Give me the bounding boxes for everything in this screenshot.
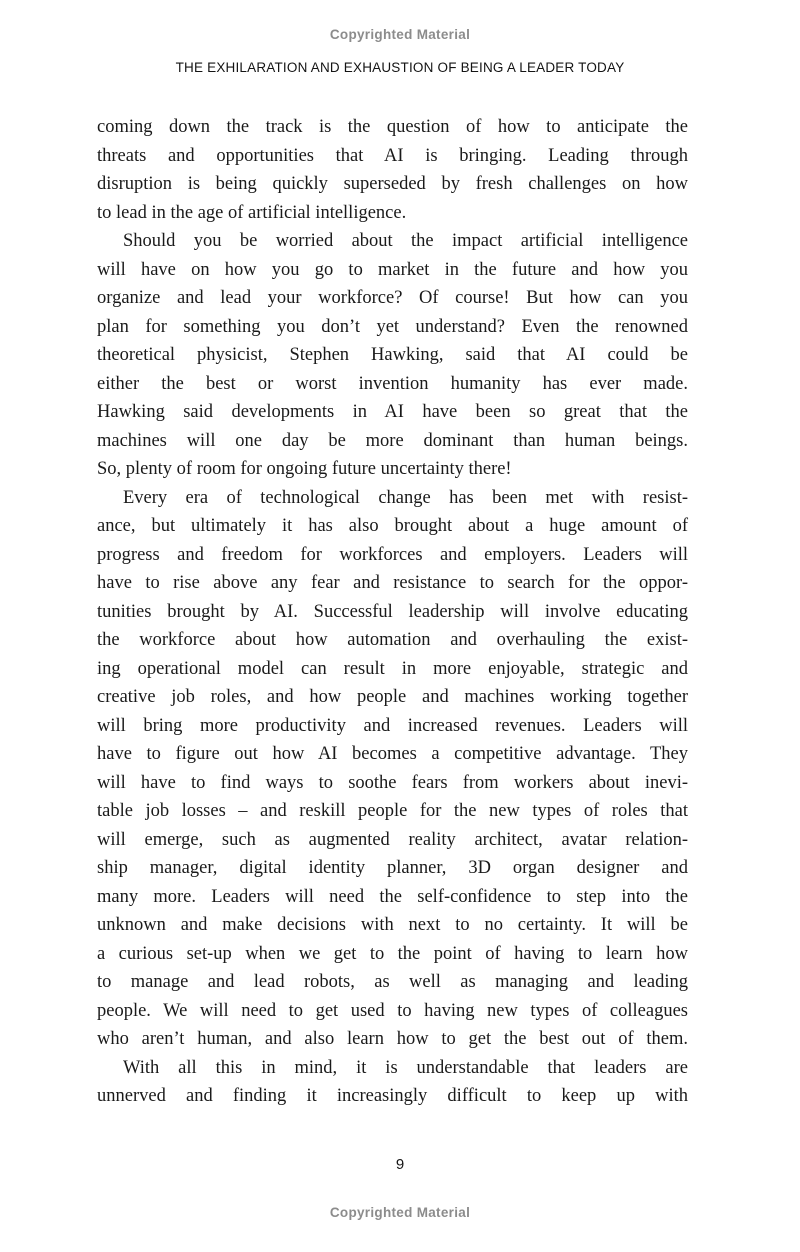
text-line: machines will one day be more dominant than human beings. xyxy=(97,430,688,451)
text-line: will have to find ways to soothe fears from workers about inevi- xyxy=(97,772,688,793)
text-line: ing operational model can result in more enjoyable, strategic and xyxy=(97,658,688,679)
text-line: to lead in the age of artificial intelligence. xyxy=(97,202,407,223)
paragraph xyxy=(97,1054,688,1111)
text-line: will emerge, such as augmented reality architect, avatar relation- xyxy=(97,829,688,850)
copyright-notice-bottom: Copyrighted Material xyxy=(329,1205,471,1220)
text-line: Should you be worried about the impact artificial intelligence xyxy=(123,231,688,251)
running-header: THE EXHILARATION AND EXHAUSTION OF BEING A LEADER TODAY xyxy=(175,60,625,75)
text-line: unknown and make decisions with next to no certainty. It will be xyxy=(97,915,688,935)
text-line: disruption is being quickly superseded by fresh challenges on how xyxy=(97,174,688,194)
paragraph xyxy=(97,113,688,227)
copyright-notice-top: Copyrighted Material xyxy=(329,27,471,42)
text-line: will have on how you go to market in the future and how you xyxy=(97,259,688,280)
page-number: 9 xyxy=(395,1156,405,1173)
text-line: progress and freedom for workforces and employers. Leaders will xyxy=(97,544,688,565)
text-line: will bring more productivity and increased revenues. Leaders will xyxy=(97,715,688,736)
paragraph xyxy=(97,227,688,484)
text-line: a curious set-up when we get to the point of having to learn how xyxy=(97,943,688,964)
text-line: creative job roles, and how people and machines working together xyxy=(97,687,688,707)
text-line: to manage and lead robots, as well as managing and leading xyxy=(97,972,688,992)
text-line: either the best or worst invention humanity has ever made. xyxy=(97,373,688,394)
text-line: coming down the track is the question of how to anticipate the xyxy=(97,117,688,137)
paragraph xyxy=(97,484,688,1054)
text-line: tunities brought by AI. Successful leadership will involve educating xyxy=(97,601,688,622)
text-line: many more. Leaders will need the self-confidence to step into the xyxy=(97,886,688,907)
text-line: the workforce about how automation and overhauling the exist- xyxy=(97,630,688,650)
text-line: table job losses – and reskill people for the new types of roles that xyxy=(97,801,688,821)
text-line: theoretical physicist, Stephen Hawking, said that AI could be xyxy=(97,345,688,365)
text-line: ance, but ultimately it has also brought about a huge amount of xyxy=(97,516,688,536)
text-line: organize and lead your workforce? Of course! But how can you xyxy=(97,288,688,308)
text-line: threats and opportunities that AI is bringing. Leading through xyxy=(97,145,688,166)
text-line: who aren’t human, and also learn how to get the best out of them. xyxy=(97,1029,688,1049)
text-line: So, plenty of room for ongoing future uncertainty there! xyxy=(97,459,512,479)
text-line: Hawking said developments in AI have been so great that the xyxy=(97,402,688,422)
text-line: plan for something you don’t yet understand? Even the renowned xyxy=(97,316,688,337)
text-line: ship manager, digital identity planner, 3D organ designer and xyxy=(97,858,688,878)
text-line: have to rise above any fear and resistance to search for the oppor- xyxy=(97,573,688,593)
text-line: With all this in mind, it is understandable that leaders are xyxy=(123,1057,688,1078)
text-line: Every era of technological change has been met with resist- xyxy=(123,487,688,508)
body-text xyxy=(97,113,688,1111)
text-line: have to figure out how AI becomes a competitive advantage. They xyxy=(97,744,688,764)
text-line: unnerved and finding it increasingly difficult to keep up with xyxy=(97,1086,688,1106)
text-line: people. We will need to get used to having new types of colleagues xyxy=(97,1000,688,1021)
